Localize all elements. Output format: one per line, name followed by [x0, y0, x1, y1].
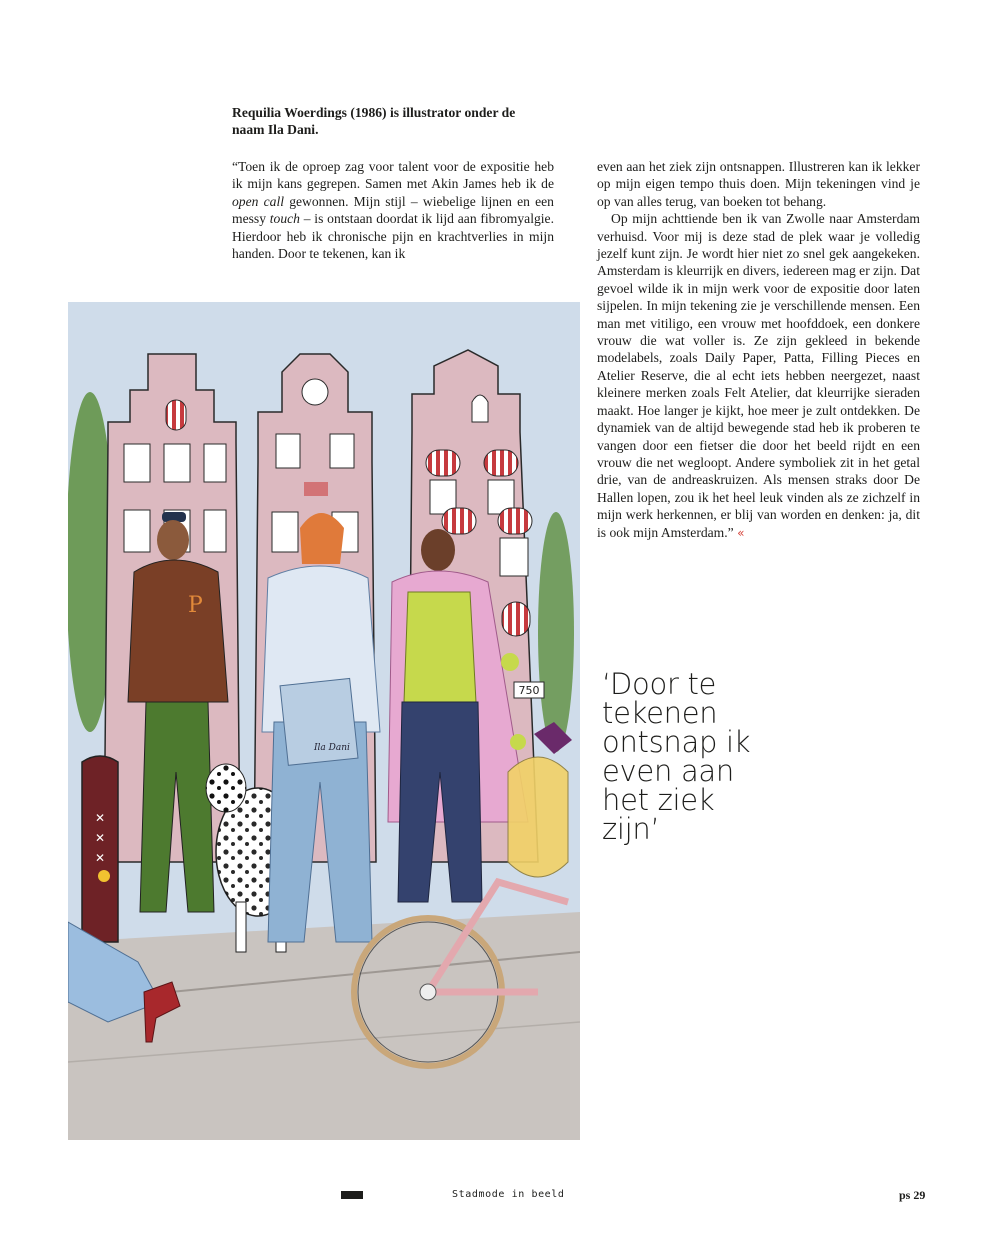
pull-quote-line: tekenen	[602, 696, 718, 730]
pull-quote-line: ontsnap ik	[602, 725, 751, 759]
footer-section-title: Stadmode in beeld	[452, 1189, 565, 1200]
paragraph-text: Op mijn achttiende ben ik van Zwolle naar Amsterdam verhuisd. Voor mij is deze stad de plek waar je volledig jezelf kunt zijn. Je wordt hier niet zo snel gek aangekeken. Amsterdam is kleurrijk en divers, iedereen mag er zijn. Dat gevoel wilde ik in mijn werk voor de expositie door laten sijpelen. In mijn tekening zie je verschillende mensen. Een man met vitiligo, een vrouw met hoofddoek, een donkere vrouw die wat voller is. Ze zijn gekleed in bekende modelabels, zoals Daily Paper, Patta, Filling Pieces en Atelier Reserve, die al echt iets hebben neergezet, naast kleinere merken zoals Felt Atelier, dat kleurrijke sieraden maakt. Hoe langer je kijkt, hoe meer je zult ontdekken. De dynamiek van de altijd bewegende stad heb ik proberen te vangen door een fietser die door het beeld rijdt en een vrouw die net wegloopt. Andere symboliek zit in het getal drie, van de andreaskruizen. Als mensen straks door De Hallen lopen, zou ik het heel leuk vinden als ze zichzelf in mijn werk herkennen, er blij van worden en denken: ja, dit is ook mijn Amsterdam.”	[597, 211, 920, 540]
pull-quote-line: het ziek	[602, 783, 715, 817]
end-mark: «	[737, 525, 745, 540]
body-emphasis: touch	[269, 211, 300, 227]
svg-text:✕: ✕	[94, 831, 106, 845]
tree-right	[538, 512, 574, 752]
body-text: – is ontstaan doordat ik lijd aan fibromyalgie. Hierdoor heb ik chronische pijn en krachtverlies in mijn handen. Door te tekenen, kan ik	[232, 211, 554, 262]
tote-signature: Ila Dani	[314, 743, 350, 753]
body-column-right	[597, 158, 920, 542]
pull-quote	[602, 667, 862, 846]
pull-quote-line: even aan	[602, 754, 734, 788]
svg-text:P: P	[188, 593, 203, 618]
amsterdam-street-illustration	[68, 302, 580, 1140]
amsterdammertje-bollard	[82, 756, 118, 942]
body-column-left	[232, 158, 554, 262]
page-number: ps 29	[899, 1188, 926, 1202]
pull-quote-line: zijn’	[602, 812, 660, 846]
intro-text: Requilia Woerdings (1986) is illustrator onder de naam Ila Dani.	[232, 105, 516, 137]
body-emphasis: open call	[232, 193, 285, 209]
footer-marker	[341, 1191, 363, 1199]
paragraph: even aan het ziek zijn ontsnappen. Illustreren kan ik lekker op mijn eigen tempo thuis doen. Mijn tekeningen vind je op van alles terug, van boeken tot behang.	[597, 159, 920, 209]
street	[68, 912, 580, 1140]
svg-text:✕: ✕	[94, 851, 106, 865]
house-number: 750	[518, 684, 540, 697]
svg-text:✕: ✕	[94, 811, 106, 825]
paragraph	[597, 210, 920, 542]
body-text: gewonnen. Mijn stijl – wiebelige lijnen en een messy	[232, 193, 554, 227]
body-text: “Toen ik de oproep zag voor talent voor de expositie heb ik mijn kans gegrepen. Samen met Akin James heb ik de	[232, 159, 554, 192]
pull-quote-line: ‘Door te	[602, 667, 717, 701]
